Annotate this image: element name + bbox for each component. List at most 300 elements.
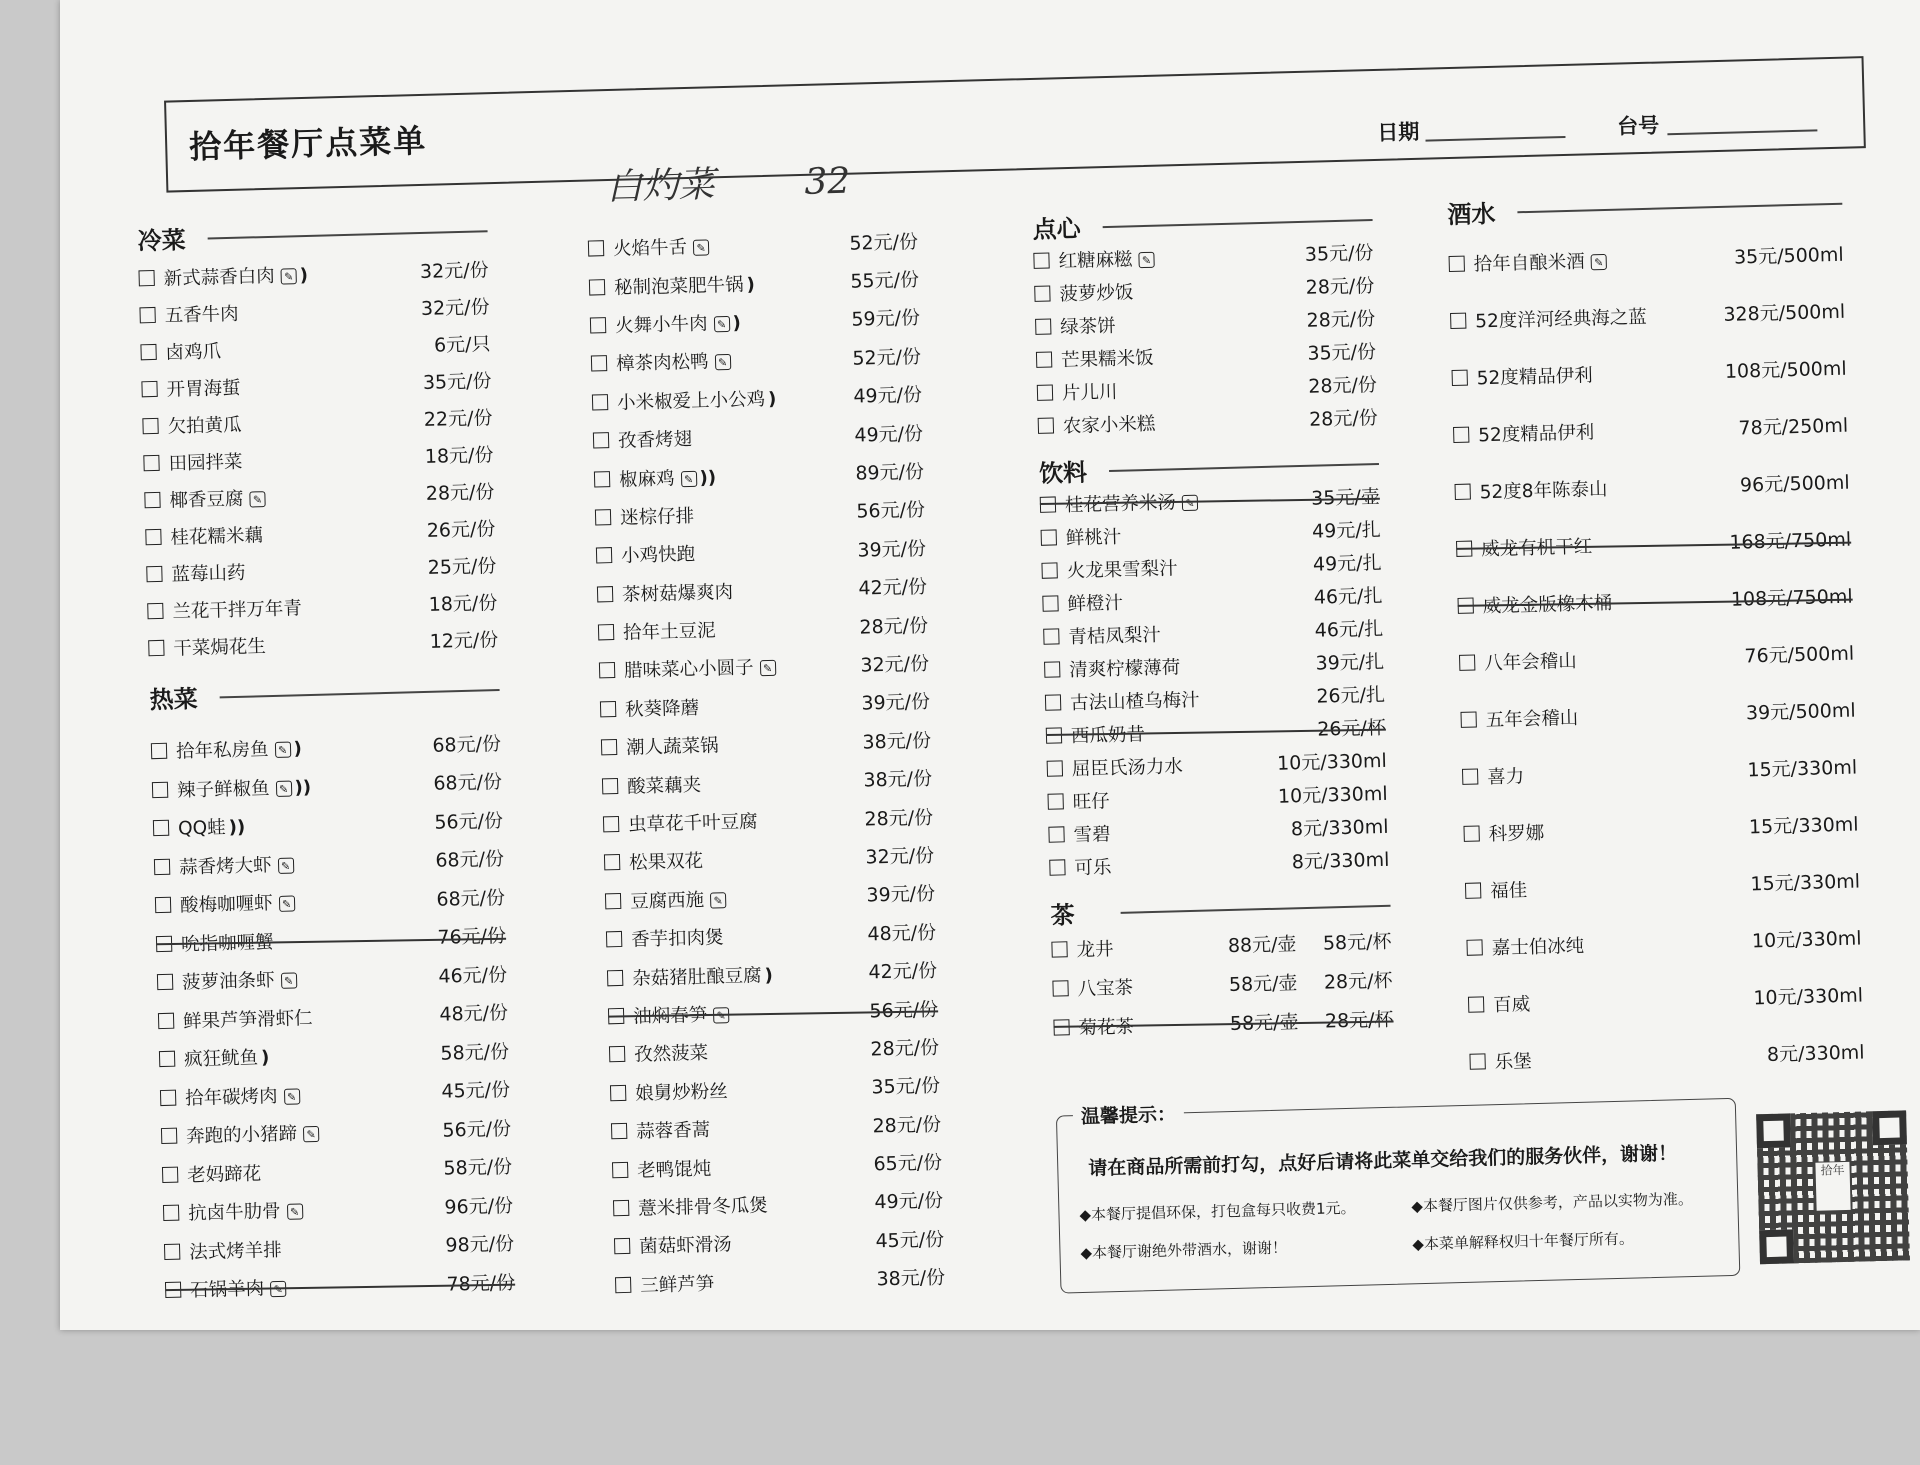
photo-icon: ✎ — [710, 892, 726, 908]
order-checkbox[interactable] — [1450, 312, 1466, 328]
order-checkbox[interactable] — [1460, 711, 1476, 727]
item-price: 28元/份 — [1305, 275, 1375, 299]
section-title-hot: 热菜 — [149, 671, 500, 714]
item-name: 卤鸡爪 — [165, 340, 222, 364]
order-checkbox[interactable] — [612, 1161, 628, 1177]
order-checkbox[interactable] — [603, 816, 619, 832]
chili-icon: ) — [299, 264, 309, 286]
order-checkbox[interactable] — [1045, 694, 1061, 710]
menu-item — [1451, 339, 1847, 406]
item-price: 15元/330ml — [1747, 756, 1858, 782]
menu-item — [1448, 225, 1844, 292]
item-price: 35元/份 — [871, 1074, 941, 1099]
item-price: 35元/500ml — [1733, 243, 1844, 269]
order-checkbox[interactable] — [1049, 859, 1065, 875]
item-name: 五年会稽山 — [1485, 707, 1579, 731]
order-checkbox[interactable] — [164, 1243, 180, 1259]
item-price: 39元/份 — [866, 883, 936, 907]
item-name: 火焰牛舌 ✎ — [613, 229, 850, 261]
order-checkbox[interactable] — [163, 1205, 179, 1221]
item-price: 59元/份 — [851, 307, 921, 332]
item-price: 42元/份 — [858, 576, 928, 600]
item-price: 28元/份 — [872, 1113, 942, 1138]
order-checkbox[interactable] — [608, 1008, 624, 1024]
item-price: 46元/扎 — [1313, 584, 1383, 609]
photo-icon: ✎ — [714, 354, 730, 370]
order-checkbox[interactable] — [1463, 825, 1479, 841]
item-price: 38元/份 — [862, 729, 932, 754]
item-name: 菌菇虾滑汤 — [638, 1234, 732, 1258]
handwritten-note — [606, 153, 851, 210]
order-checkbox[interactable] — [145, 528, 161, 544]
item-price: 35元/壶 — [1310, 485, 1381, 510]
order-checkbox[interactable] — [162, 1166, 178, 1182]
pot-price: 58元/壶 — [1228, 972, 1298, 997]
menu-item — [1457, 567, 1853, 634]
order-checkbox[interactable] — [1044, 661, 1060, 677]
order-checkbox[interactable] — [592, 394, 608, 410]
order-checkbox[interactable] — [594, 471, 610, 487]
order-checkbox[interactable] — [611, 1123, 627, 1139]
order-checkbox[interactable] — [139, 306, 155, 322]
item-price: 22元/份 — [423, 407, 493, 431]
item-name: 威龙金版橡木桶 — [1482, 592, 1613, 617]
item-name: 椒麻鸡 ✎ )) — [618, 466, 717, 491]
item-price: 56元/份 — [856, 499, 926, 524]
tips-note: ◆本菜单解释权归十年餐厅所有。 — [1412, 1229, 1635, 1254]
item-price: 48元/份 — [439, 1002, 509, 1026]
item-name: 法式烤羊排 — [188, 1239, 282, 1264]
pot-price: 58元/壶 — [1229, 1011, 1299, 1036]
chili-icon: ) — [767, 388, 777, 410]
item-price: 49元/份 — [853, 384, 923, 408]
item-name: 潮人蔬菜锅 — [625, 735, 719, 760]
order-checkbox[interactable] — [1455, 483, 1471, 499]
menu-item — [1469, 1022, 1865, 1089]
menu-item — [1053, 999, 1394, 1047]
order-checkbox[interactable] — [605, 893, 621, 909]
order-checkbox[interactable] — [1466, 939, 1482, 955]
photo-icon: ✎ — [713, 316, 729, 332]
list-hot-continued — [588, 221, 946, 1304]
order-checkbox[interactable] — [1047, 793, 1063, 809]
item-price: 32元/份 — [419, 259, 489, 283]
item-name: 鲜果芦笋滑虾仁 — [182, 1007, 313, 1033]
item-price: 76元/份 — [437, 925, 507, 950]
item-name: 小鸡快跑 — [620, 544, 696, 568]
order-checkbox[interactable] — [138, 269, 154, 285]
item-name: 孜然菠菜 — [633, 1043, 709, 1067]
order-checkbox[interactable] — [160, 1089, 176, 1105]
order-checkbox[interactable] — [1036, 351, 1052, 367]
order-checkbox[interactable] — [589, 279, 605, 295]
item-price: 58元/份 — [443, 1156, 513, 1180]
order-checkbox[interactable] — [595, 509, 611, 525]
item-price: 39元/份 — [857, 537, 927, 562]
pot-price: 88元/壶 — [1227, 933, 1297, 958]
menu-item — [1461, 738, 1857, 805]
item-name: 52度精品伊利 — [1477, 421, 1595, 446]
order-checkbox[interactable] — [1046, 727, 1062, 743]
menu-item — [148, 620, 499, 666]
item-price: 65元/份 — [873, 1151, 943, 1176]
handwritten-text: 白灼菜 — [605, 164, 715, 209]
item-name: 菠萝油条虾 ✎ — [182, 962, 439, 995]
menu-item — [1455, 510, 1851, 577]
menu-item — [1463, 795, 1859, 862]
item-name: 腊味菜心小圆子 ✎ — [624, 651, 861, 683]
item-price: 32元/份 — [865, 844, 935, 869]
order-checkbox[interactable] — [1468, 996, 1484, 1012]
item-name: 秘制泡菜肥牛锅 ) — [613, 273, 756, 299]
chili-icon: ) — [732, 312, 742, 334]
column-cold-hot — [137, 212, 515, 1309]
item-name: 龙井 — [1076, 938, 1114, 961]
order-checkbox[interactable] — [607, 970, 623, 986]
order-checkbox[interactable] — [1449, 255, 1465, 271]
order-checkbox[interactable] — [1041, 562, 1057, 578]
item-name: 桂花糯米藕 — [170, 524, 264, 549]
order-checkbox[interactable] — [591, 355, 607, 371]
list-liquor — [1448, 225, 1865, 1090]
item-price: 10元/330ml — [1751, 927, 1862, 953]
item-price: 46元/份 — [438, 963, 508, 988]
item-price: 26元/扎 — [1316, 683, 1386, 708]
menu-item — [1467, 965, 1863, 1032]
order-checkbox[interactable] — [148, 639, 164, 655]
order-checkbox[interactable] — [1042, 595, 1058, 611]
item-name: 吮指咖喱蟹 — [180, 931, 274, 956]
item-price: 108元/750ml — [1730, 585, 1853, 611]
photo-icon: ✎ — [1182, 494, 1198, 510]
order-checkbox[interactable] — [154, 858, 170, 874]
order-checkbox[interactable] — [606, 931, 622, 947]
item-name: 拾年土豆泥 — [622, 620, 716, 644]
order-checkbox[interactable] — [598, 624, 614, 640]
order-checkbox[interactable] — [596, 547, 612, 563]
item-name: 孜香烤翅 — [617, 429, 693, 452]
item-name: 福佳 — [1489, 879, 1528, 902]
order-checkbox[interactable] — [1465, 882, 1481, 898]
item-name: 薏米排骨冬瓜煲 — [637, 1195, 768, 1220]
column-hot-continued — [588, 221, 946, 1304]
item-price: 10元/330ml — [1753, 984, 1864, 1010]
order-checkbox[interactable] — [152, 782, 168, 798]
photo-icon: ✎ — [275, 780, 291, 796]
chili-icon: ) — [293, 738, 303, 760]
handwritten-number: 32 — [803, 160, 851, 203]
chili-icon: )) — [699, 466, 717, 489]
item-price: 35元/份 — [422, 370, 492, 394]
order-checkbox[interactable] — [1048, 826, 1064, 842]
item-name: 酸梅咖喱虾 ✎ — [180, 885, 437, 918]
item-price: 12元/份 — [429, 629, 499, 653]
order-checkbox[interactable] — [143, 454, 159, 470]
item-price: 52元/份 — [849, 230, 919, 255]
item-price: 56元/份 — [869, 998, 939, 1022]
item-name: 片儿川 — [1061, 381, 1118, 404]
table-field[interactable] — [1667, 129, 1817, 135]
column-dimsum-drinks-tea — [1032, 201, 1394, 1047]
qr-code[interactable] — [1756, 1110, 1910, 1264]
item-price: 18元/份 — [424, 444, 494, 468]
photo-icon: ✎ — [283, 1088, 299, 1104]
item-price: 108元/500ml — [1724, 357, 1847, 383]
item-price: 10元/330ml — [1277, 782, 1388, 808]
item-price: 26元/杯 — [1317, 716, 1387, 741]
item-name: 老鸭馄炖 — [636, 1158, 712, 1182]
order-checkbox[interactable] — [1037, 384, 1053, 400]
item-price: 49元/份 — [854, 422, 924, 447]
order-checkbox[interactable] — [155, 897, 171, 913]
menu-item — [1460, 681, 1856, 748]
order-checkbox[interactable] — [1043, 628, 1059, 644]
item-price: 96元/份 — [444, 1194, 514, 1219]
section-title-tea: 茶 — [1050, 887, 1391, 930]
item-price: 32元/份 — [420, 296, 490, 320]
order-checkbox[interactable] — [1038, 417, 1054, 433]
photo-icon: ✎ — [680, 470, 696, 486]
item-price: 35元/份 — [1304, 242, 1374, 266]
item-price: 328元/500ml — [1723, 300, 1846, 326]
order-checkbox[interactable] — [1047, 760, 1063, 776]
item-name: 火舞小牛肉 ✎ ) — [614, 312, 742, 337]
order-checkbox[interactable] — [158, 1012, 174, 1028]
item-name: QQ蛙 )) — [177, 817, 246, 840]
order-checkbox[interactable] — [601, 739, 617, 755]
item-name: 老妈蹄花 — [186, 1163, 262, 1187]
item-price: 56元/份 — [434, 809, 504, 834]
photo-icon: ✎ — [278, 896, 294, 912]
menu-item — [1449, 282, 1845, 349]
item-price: 28元/份 — [870, 1036, 940, 1061]
cup-price: 28元/杯 — [1323, 969, 1393, 994]
item-price: 35元/份 — [1307, 340, 1377, 365]
photo-icon: ✎ — [1591, 253, 1607, 269]
item-price: 8元/330ml — [1766, 1041, 1865, 1066]
table-label: 台号 — [1616, 113, 1660, 139]
menu-item — [1458, 624, 1854, 691]
item-price: 68元/份 — [433, 771, 503, 796]
tips-box — [1056, 1098, 1740, 1294]
section-title-dimsum: 点心 — [1032, 201, 1373, 244]
item-name: 西瓜奶昔 — [1070, 723, 1146, 747]
order-checkbox[interactable] — [1469, 1053, 1485, 1069]
item-price: 49元/份 — [874, 1190, 944, 1214]
order-checkbox[interactable] — [1034, 285, 1050, 301]
item-price: 45元/份 — [441, 1079, 511, 1103]
order-checkbox[interactable] — [1453, 426, 1469, 442]
item-price: 68元/份 — [436, 886, 506, 911]
header — [164, 56, 1866, 192]
order-checkbox[interactable] — [1053, 1019, 1069, 1035]
chili-icon: ) — [746, 273, 756, 296]
order-checkbox[interactable] — [1052, 980, 1068, 996]
order-checkbox[interactable] — [604, 854, 620, 870]
menu-item — [615, 1257, 946, 1304]
item-price: 38元/份 — [876, 1266, 946, 1291]
item-name: 蓝莓山药 — [171, 562, 246, 586]
item-name: 辣子鲜椒鱼 ✎ )) — [176, 776, 312, 802]
order-checkbox[interactable] — [590, 317, 606, 333]
order-checkbox[interactable] — [588, 240, 604, 256]
item-price: 76元/500ml — [1744, 642, 1855, 668]
photo-icon: ✎ — [249, 491, 265, 507]
chili-icon: ) — [260, 1047, 270, 1069]
order-checkbox[interactable] — [599, 663, 615, 679]
item-price: 42元/份 — [868, 959, 938, 984]
order-checkbox[interactable] — [147, 602, 163, 618]
item-price: 39元/扎 — [1315, 650, 1385, 675]
item-name: 小米椒爱上小公鸡 ) — [616, 388, 777, 414]
item-name: 可乐 — [1074, 856, 1112, 879]
item-price: 28元/份 — [1308, 406, 1379, 431]
order-checkbox[interactable] — [142, 417, 158, 433]
item-name: 蒜蓉香蒿 — [635, 1119, 711, 1143]
item-name: 豆腐西施 ✎ — [630, 881, 867, 913]
item-name: 绿茶饼 — [1060, 315, 1117, 338]
item-name: 三鲜芦笋 — [639, 1273, 715, 1297]
photo-icon: ✎ — [286, 1204, 302, 1220]
order-checkbox[interactable] — [151, 743, 167, 759]
tips-note: ◆本餐厅图片仅供参考，产品以实物为准。 — [1411, 1189, 1694, 1216]
tips-note: ◆本餐厅谢绝外带酒水，谢谢！ — [1080, 1238, 1288, 1263]
chili-icon: ) — [764, 964, 774, 986]
order-checkbox[interactable] — [156, 935, 172, 951]
item-price: 28元/份 — [864, 806, 934, 831]
item-name: 鲜桃汁 — [1065, 526, 1122, 549]
menu-item — [1466, 908, 1862, 975]
item-price: 49元/扎 — [1312, 551, 1382, 576]
item-name: 娘舅炒粉丝 — [634, 1081, 728, 1105]
chili-icon: )) — [294, 776, 312, 799]
list-drinks — [1039, 479, 1389, 884]
item-name: 秋葵降蘑 — [624, 697, 700, 721]
item-name: 樟茶肉松鸭 ✎ — [616, 344, 853, 376]
item-name: 青桔凤梨汁 — [1068, 624, 1162, 648]
photo-icon: ✎ — [280, 973, 296, 989]
item-price: 168元/750ml — [1729, 528, 1852, 554]
photo-icon: ✎ — [713, 1007, 729, 1023]
order-checkbox[interactable] — [1462, 768, 1478, 784]
item-name: 奔跑的小猪蹄 ✎ — [186, 1116, 443, 1149]
order-checkbox[interactable] — [1051, 941, 1067, 957]
order-checkbox[interactable] — [614, 1238, 630, 1254]
item-price: 32元/份 — [860, 652, 930, 677]
tips-main-text: 请在商品所需前打勾，点好后请将此菜单交给我们的服务伙伴，谢谢！ — [1088, 1142, 1678, 1180]
order-checkbox[interactable] — [157, 974, 173, 990]
item-name: 油焖春笋 ✎ — [633, 996, 870, 1028]
item-name: 拾年自酿米酒 ✎ — [1473, 243, 1734, 276]
order-checkbox[interactable] — [165, 1282, 181, 1298]
photo-icon: ✎ — [280, 268, 296, 284]
order-checkbox[interactable] — [613, 1200, 629, 1216]
item-price: 89元/份 — [855, 460, 925, 485]
item-name: 52度8年陈泰山 — [1479, 478, 1608, 503]
item-name: 菊花茶 — [1078, 1016, 1135, 1039]
item-name: 茶树菇爆爽肉 — [621, 581, 734, 606]
order-checkbox[interactable] — [615, 1277, 631, 1293]
item-name: 红糖麻糍 ✎ — [1058, 240, 1305, 272]
date-field[interactable] — [1425, 136, 1565, 142]
column-liquor — [1447, 185, 1865, 1090]
item-price: 78元/份 — [446, 1271, 516, 1296]
item-name: 屈臣氏汤力水 — [1071, 755, 1184, 780]
order-checkbox[interactable] — [1040, 496, 1056, 512]
tips-title: 温馨提示： — [1073, 1099, 1185, 1129]
item-price: 15元/330ml — [1750, 870, 1861, 896]
menu-item — [165, 1262, 516, 1310]
order-checkbox[interactable] — [1035, 318, 1051, 334]
order-checkbox[interactable] — [602, 778, 618, 794]
order-checkbox[interactable] — [159, 1051, 175, 1067]
order-checkbox[interactable] — [140, 343, 156, 359]
order-checkbox[interactable] — [141, 380, 157, 396]
item-price: 46元/扎 — [1314, 617, 1384, 642]
item-name: 嘉士伯冰纯 — [1491, 935, 1585, 959]
item-price: 68元/份 — [435, 848, 505, 873]
item-name: 科罗娜 — [1488, 822, 1545, 845]
order-checkbox[interactable] — [144, 491, 160, 507]
item-name: 拾年私房鱼 ✎ ) — [175, 738, 303, 763]
item-name: 抗卤牛肋骨 ✎ — [188, 1193, 445, 1226]
order-checkbox[interactable] — [1033, 252, 1049, 268]
order-checkbox[interactable] — [610, 1085, 626, 1101]
item-price: 28元/份 — [425, 481, 495, 505]
item-name: 香芋扣肉煲 — [630, 927, 724, 951]
order-checkbox[interactable] — [1452, 369, 1468, 385]
item-name: 酸菜藕夹 — [626, 774, 702, 798]
item-price: 58元/份 — [440, 1040, 510, 1065]
section-title-drinks: 饮料 — [1039, 445, 1380, 488]
item-name: 干菜焗花生 — [173, 635, 267, 660]
item-name: 八年会稽山 — [1483, 650, 1577, 674]
item-name: 喜力 — [1486, 765, 1525, 788]
cup-price: 28元/杯 — [1324, 1008, 1394, 1033]
item-name: 迷棕仔排 — [619, 505, 695, 529]
item-price: 28元/份 — [1306, 308, 1376, 332]
item-price: 8元/330ml — [1290, 815, 1389, 841]
section-title-liquor: 酒水 — [1447, 185, 1843, 229]
order-checkbox[interactable] — [161, 1128, 177, 1144]
date-label: 日期 — [1376, 119, 1420, 145]
order-checkbox[interactable] — [609, 1046, 625, 1062]
order-checkbox[interactable] — [600, 701, 616, 717]
item-name: 杂菇猪肚酿豆腐 ) — [631, 964, 774, 990]
order-checkbox[interactable] — [1459, 654, 1475, 670]
qr-label: 拾年 — [1815, 1162, 1850, 1211]
item-name: 虫草花千叶豆腐 — [627, 811, 758, 836]
order-checkbox[interactable] — [1456, 540, 1472, 556]
item-price: 52元/份 — [852, 345, 922, 370]
item-price: 45元/份 — [875, 1228, 945, 1253]
order-checkbox[interactable] — [153, 820, 169, 836]
item-price: 15元/330ml — [1748, 813, 1859, 839]
order-checkbox[interactable] — [1457, 597, 1473, 613]
photo-icon: ✎ — [759, 660, 775, 676]
item-name: 桂花营养米汤 ✎ — [1065, 484, 1312, 516]
order-checkbox[interactable] — [593, 432, 609, 448]
order-checkbox[interactable] — [146, 565, 162, 581]
item-price: 10元/330ml — [1276, 749, 1388, 775]
item-name: 松果双花 — [628, 851, 704, 875]
item-name: 五香牛肉 — [164, 303, 239, 327]
item-price: 18元/份 — [428, 592, 498, 616]
order-checkbox[interactable] — [597, 586, 613, 602]
order-checkbox[interactable] — [1041, 529, 1057, 545]
item-price: 25元/份 — [427, 555, 497, 579]
menu-item — [1454, 453, 1850, 520]
